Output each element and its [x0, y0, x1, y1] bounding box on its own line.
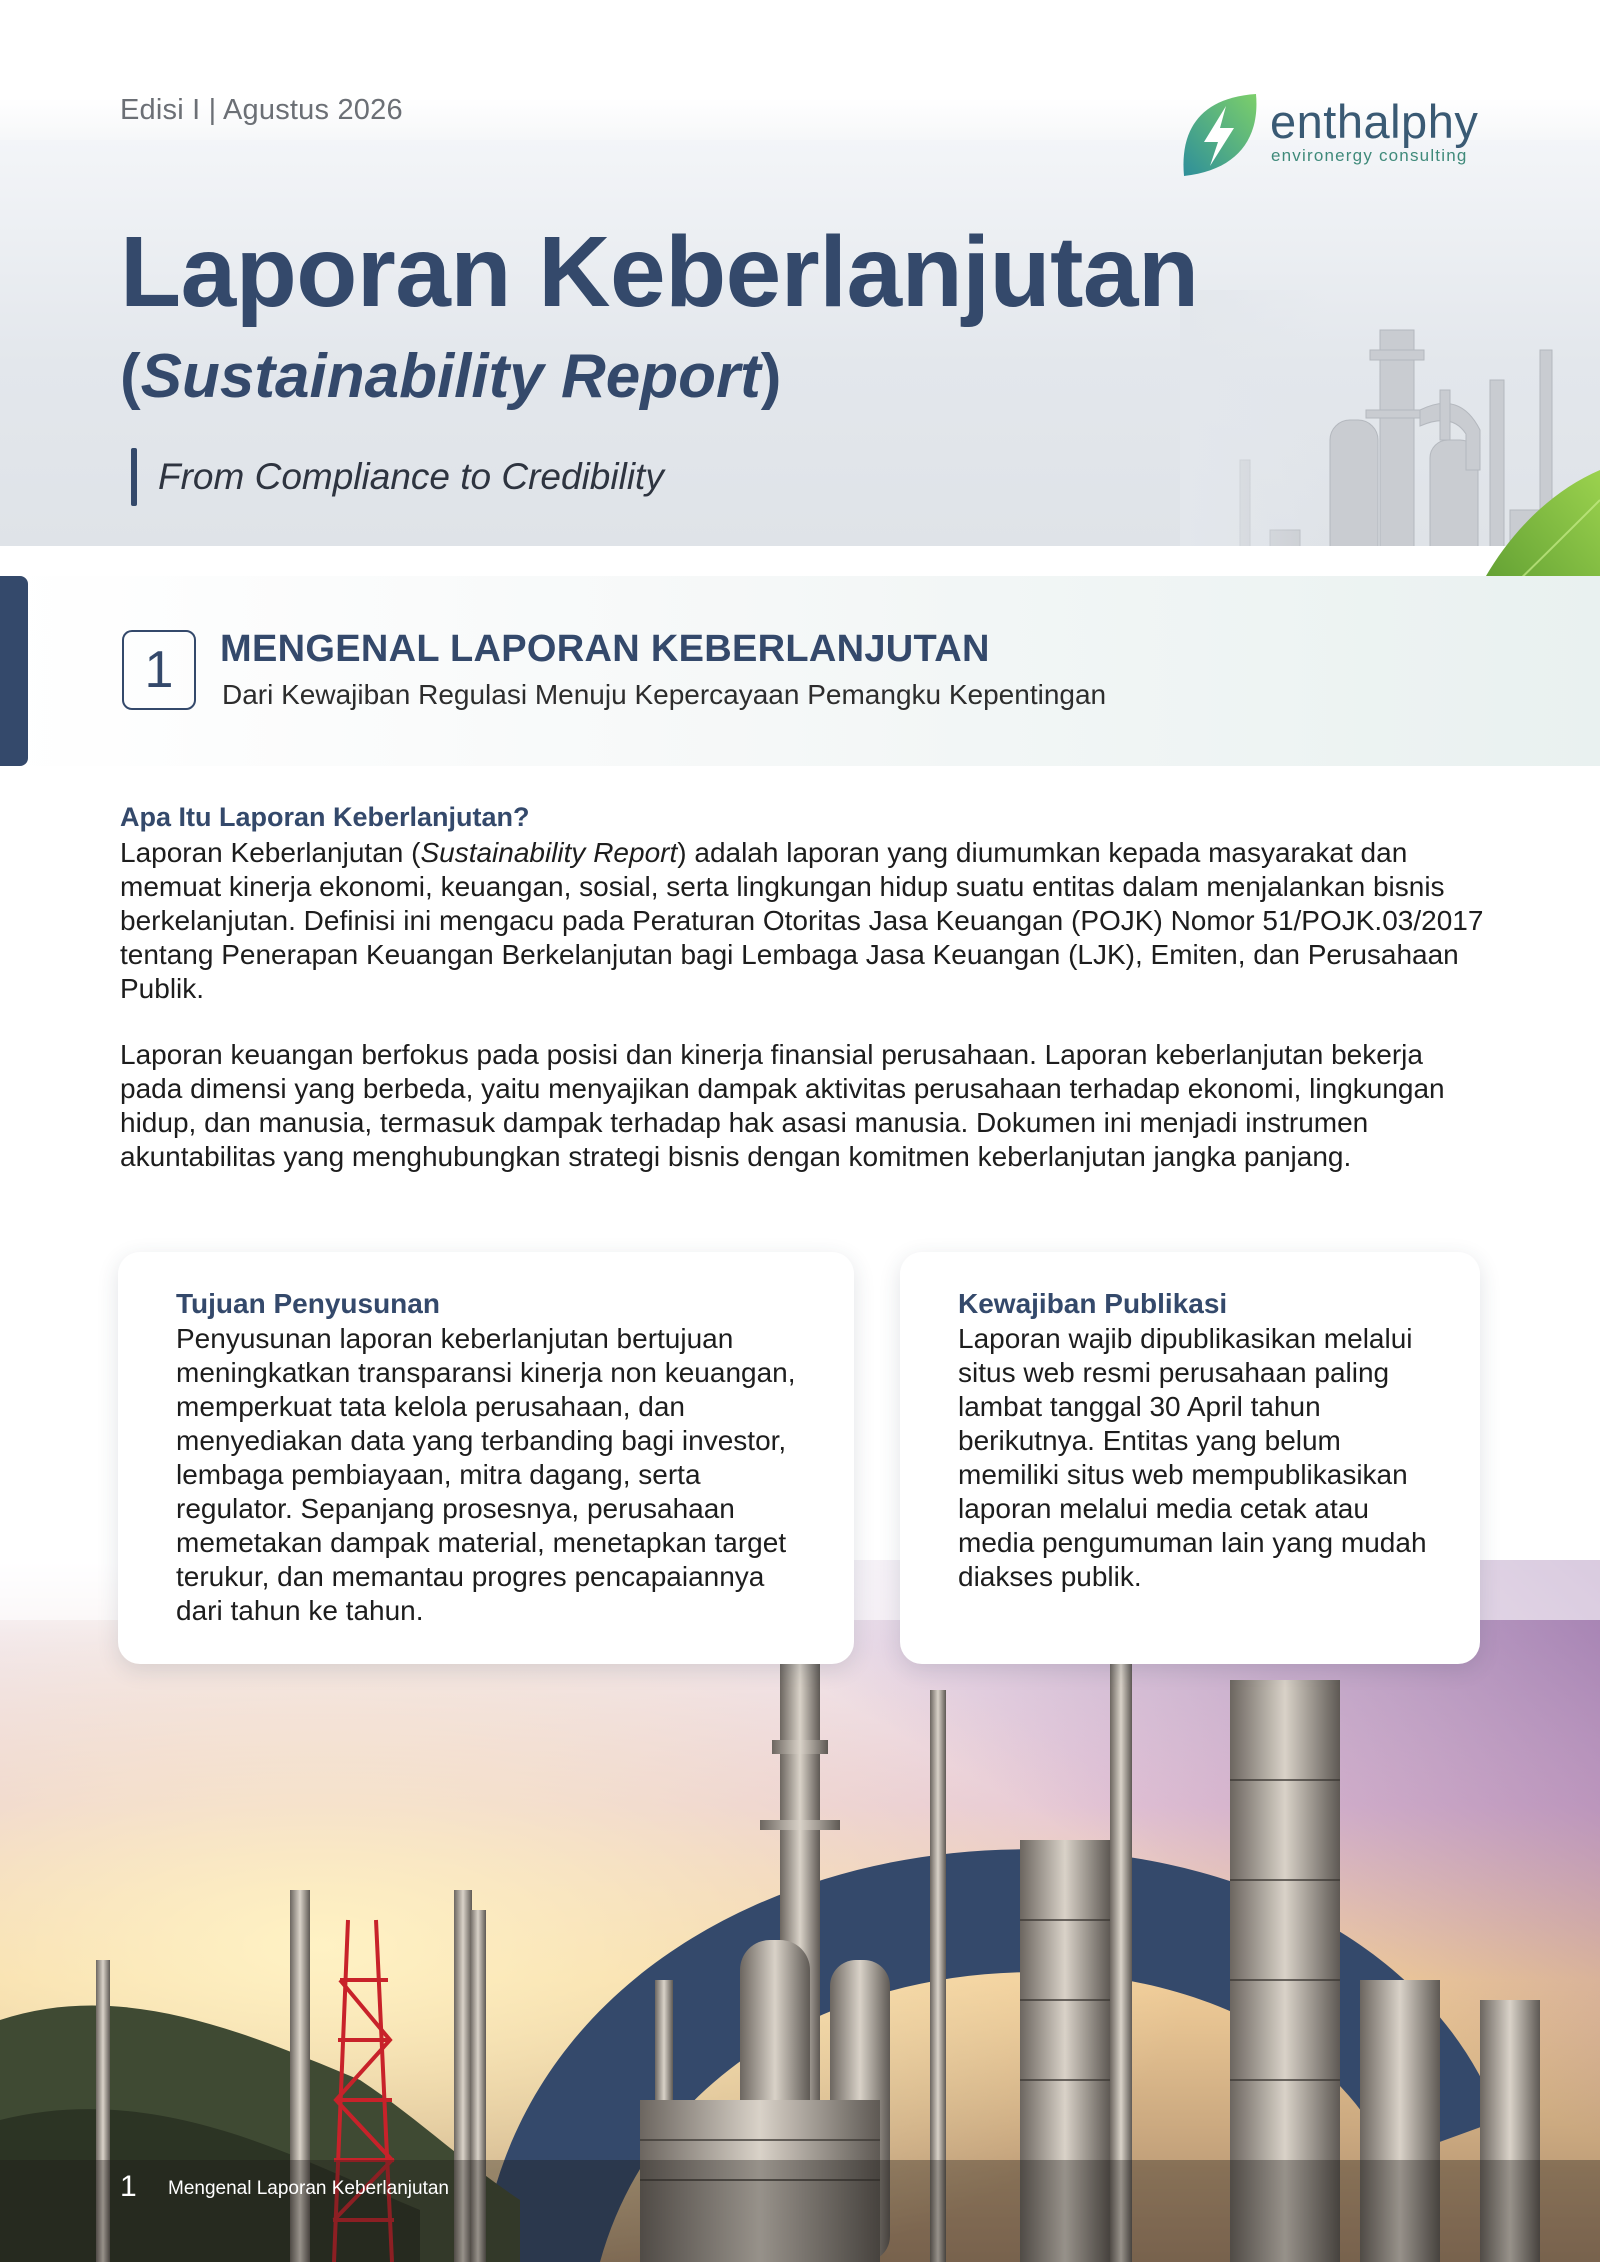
company-logo [1178, 92, 1488, 182]
logo-wordmark: enthalphy [1270, 95, 1479, 148]
card-publication-title: Kewajiban Publikasi [958, 1288, 1228, 1319]
report-title: Laporan Keberlanjutan [120, 216, 1199, 328]
card-publication [900, 1252, 1480, 1664]
report-subtitle: (Sustainability Report) [120, 342, 782, 411]
question-heading: Apa Itu Laporan Keberlanjutan? [120, 802, 530, 832]
section-subtitle: Dari Kewajiban Regulasi Menuju Kepercayaan Pemangku Kepentingan [222, 679, 1107, 710]
section-number: 1 [122, 630, 196, 710]
tagline-accent-bar [131, 448, 137, 506]
footer-label: Mengenal Laporan Keberlanjutan [168, 2178, 449, 2199]
card-purpose-title: Tujuan Penyusunan [176, 1288, 440, 1319]
edition-date: Edisi I | Agustus 2026 [120, 94, 403, 126]
card-purpose [118, 1252, 854, 1664]
refinery-sunset-photo [0, 1560, 1600, 2262]
paragraph-definition: Laporan Keberlanjutan (Sustainability Report) adalah laporan yang diumumkan kepada masyarakat dan memuat kinerja ekonomi, keuangan, sosial, serta lingkungan hidup suatu entitas dalam menjalankan bisnis berkelanjutan. Definisi ini mengacu pada Peraturan Otoritas Jasa Keuangan (POJK) Nomor 51/POJK.03/2017 tentang Penerapan Keuangan Berkelanjutan bagi Lembaga Jasa Keuangan (LJK), Emiten, dan Perusahaan Publik. [120, 837, 1484, 1004]
section-side-tab [0, 576, 28, 766]
section-title: MENGENAL LAPORAN KEBERLANJUTAN [220, 628, 990, 670]
page-number: 1 [120, 2170, 137, 2203]
logo-tagline: environergy consulting [1271, 146, 1468, 165]
paragraph-comparison: Laporan keuangan berfokus pada posisi dan kinerja finansial perusahaan. Laporan keberlanjutan bekerja pada dimensi yang berbeda, yaitu menyajikan dampak aktivitas perusahaan terhadap ekonomi, lingkungan hidup, dan manusia, termasuk dampak terhadap hak asasi manusia. Dokumen ini menjadi instrumen akuntabilitas yang menghubungkan strategi bisnis dengan komitmen keberlanjutan jangka panjang. [120, 1039, 1445, 1172]
card-purpose-text: Penyusunan laporan keberlanjutan bertujuan meningkatkan transparansi kinerja non keuangan, memperkuat tata kelola perusahaan, dan menyediakan data yang terbanding bagi investor, lembaga pembiayaan, mitra dagang, serta regulator. Sepanjang prosesnya, perusahaan memetakan dampak material, menetapkan target terukur, dan memantau progres pencapaiannya dari tahun ke tahun. [176, 1323, 796, 1626]
report-tagline: From Compliance to Credibility [158, 456, 664, 497]
card-publication-text: Laporan wajib dipublikasikan melalui situs web resmi perusahaan paling lambat tanggal 30 April tahun berikutnya. Entitas yang belum memiliki situs web mempublikasikan laporan melalui media cetak atau media pengumuman lain yang mudah diakses publik. [958, 1323, 1427, 1592]
leaf-bolt-icon [1178, 92, 1260, 178]
section-header-band [0, 576, 1600, 766]
